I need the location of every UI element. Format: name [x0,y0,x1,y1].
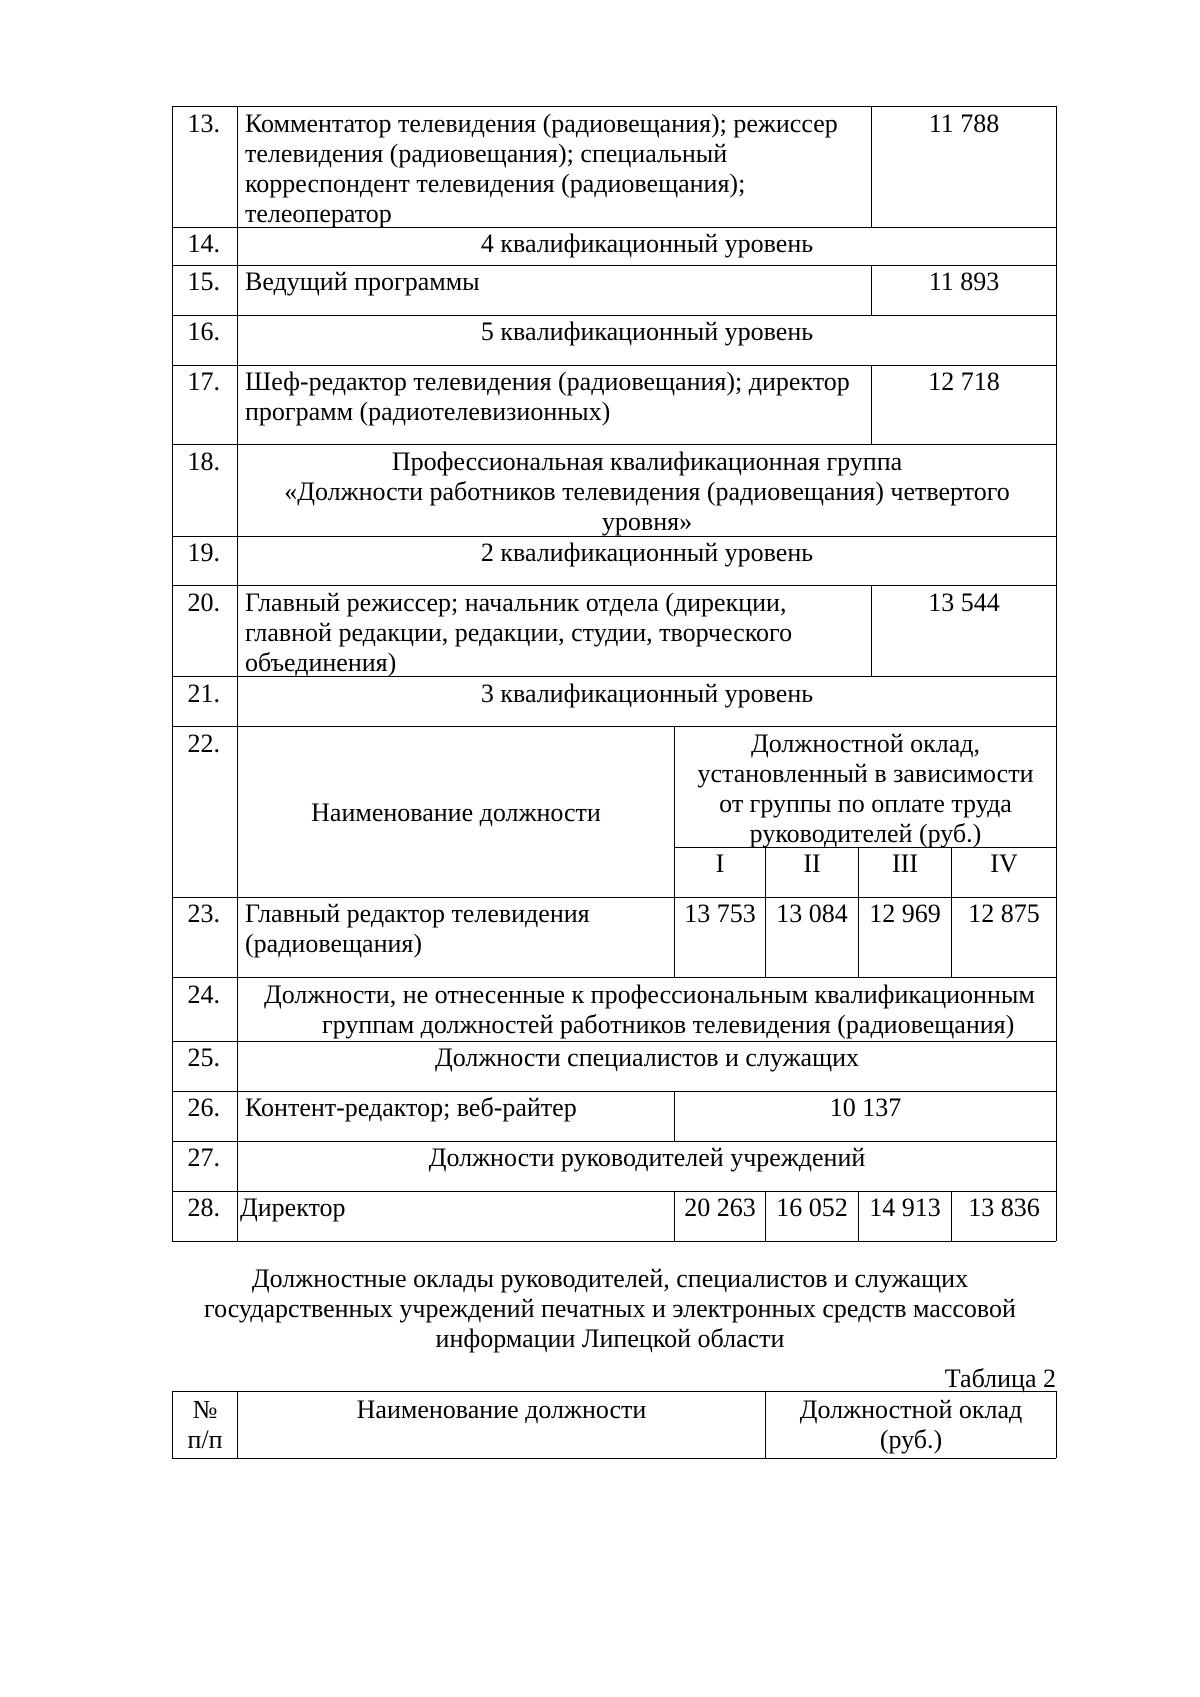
salary-value: 12 875 [968,899,1040,928]
position-name: Контент-редактор; веб-райтер [245,1093,577,1122]
row-number: 14. [187,229,220,258]
salary-value: 13 084 [776,899,848,928]
position-name: Директор [240,1193,346,1222]
salary-value: 13 753 [684,899,756,928]
row-number: 24. [187,980,220,1009]
row-number: 17. [187,367,220,396]
qualification-level: 3 квалификационный уровень [480,679,814,708]
row-number: 28. [187,1193,220,1222]
position-name: Главный режиссер; начальник отдела (дирекции, [245,588,787,617]
qualification-level: 5 квалификационный уровень [480,317,814,346]
position-name: главной редакции, редакции, студии, творческого [245,618,793,647]
position-name: Шеф-редактор телевидения (радиовещания); директор [245,367,850,396]
column-header-number: п/п [187,1425,223,1454]
group-header-4: IV [990,849,1018,878]
position-name: (радиовещания) [245,929,423,958]
column-header-salary: руководителей (руб.) [749,819,982,848]
column-header-salary: (руб.) [879,1425,943,1454]
category-heading: Должности специалистов и служащих [434,1043,860,1072]
salary-value: 11 788 [928,109,1000,138]
qualification-level: 4 квалификационный уровень [480,229,814,258]
column-header-salary: Должностной оклад [799,1395,1023,1424]
group-heading: Должности, не отнесенные к профессиональным квалификационным [264,980,1035,1009]
row-number: 21. [187,679,220,708]
group-heading: «Должности работников телевидения (радиовещания) четвертого [284,477,1010,506]
position-name: корреспондент телевидения (радиовещания); [245,169,746,198]
group-heading: уровня» [601,507,693,536]
row-number: 18. [187,447,220,476]
category-heading: Должности руководителей учреждений [428,1143,866,1172]
column-header-name: Наименование должности [311,798,601,827]
position-name: Ведущий программы [245,267,480,296]
column-header-salary: от группы по оплате труда [719,789,1012,818]
position-name: объединения) [245,648,397,677]
salary-value: 13 544 [928,588,1000,617]
position-name: программ (радиотелевизионных) [245,397,611,426]
row-number: 20. [187,588,220,617]
table-label: Таблица 2 [944,1364,1056,1393]
salary-value: 20 263 [684,1193,756,1222]
salary-value: 16 052 [776,1193,848,1222]
section-title-line: информации Липецкой области [435,1324,785,1353]
row-number: 26. [187,1093,220,1122]
salary-value: 11 893 [928,267,1000,296]
column-header-name: Наименование должности [356,1395,647,1424]
column-header-salary: установленный в зависимости [697,759,1034,788]
qualification-level: 2 квалификационный уровень [480,538,814,567]
position-name: Главный редактор телевидения [245,899,590,928]
salary-value: 12 718 [928,367,1000,396]
column-header-number: № [192,1395,218,1424]
row-number: 25. [187,1043,220,1072]
section-title-line: государственных учреждений печатных и электронных средств массовой [204,1294,1016,1323]
salary-value: 13 836 [968,1193,1040,1222]
salary-value: 10 137 [829,1093,902,1122]
group-header-2: II [803,849,821,878]
group-heading: Профессиональная квалификационная группа [391,447,903,476]
section-title-line: Должностные оклады руководителей, специалистов и служащих [251,1264,969,1293]
group-heading: группам должностей работников телевидения (радиовещания) [322,1010,1015,1039]
position-name: телеоператор [245,199,392,228]
row-number: 27. [187,1143,220,1172]
group-header-3: III [892,849,918,878]
row-number: 19. [187,538,220,567]
row-number: 13. [187,109,220,138]
position-name: Комментатор телевидения (радиовещания); режиссер [245,109,838,138]
row-number: 15. [187,267,220,296]
position-name: телевидения (радиовещания); специальный [245,139,728,168]
group-header-1: I [715,849,725,878]
column-header-salary: Должностной оклад, [751,729,980,758]
row-number: 16. [187,317,220,346]
row-number: 23. [187,899,220,928]
row-number: 22. [187,729,220,758]
salary-value: 12 969 [869,899,941,928]
salary-value: 14 913 [869,1193,941,1222]
